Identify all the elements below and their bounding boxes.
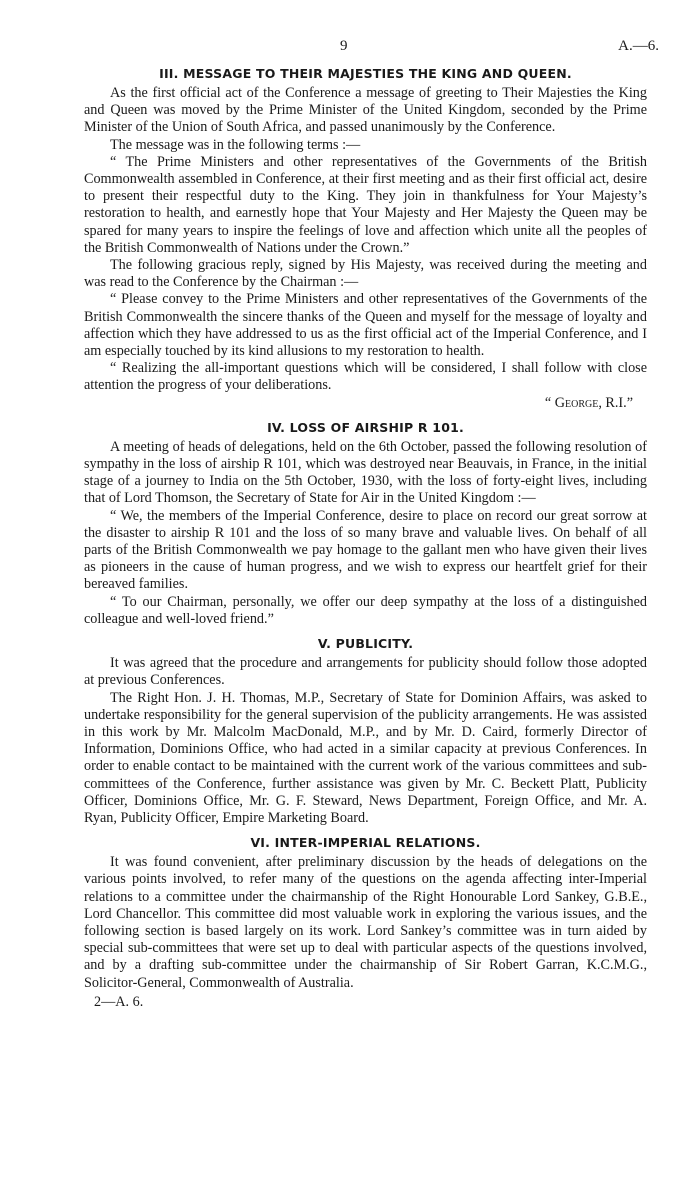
section-publicity [84, 636, 647, 827]
printer-signature-mark: 2—A. 6. [94, 993, 144, 1010]
quoted-resolution: “ We, the members of the Imperial Conference, desire to place on record our great sorrow at the disaster to airship R 101 and the loss of so many brave and valuable lives. On behalf of all parts of the British Commonwealth we pay homage to the gallant men who have given their lives as pioneers in the cause of human progress, and we wish to express our heartfelt grief for their bereaved families. [84, 507, 647, 593]
paragraph: The following gracious reply, signed by His Majesty, was received during the meeting and was read to the Conference by the Chairman :— [84, 257, 647, 291]
quoted-message: “ The Prime Ministers and other representatives of the Governments of the British Commonwealth assembled in Conference, at their first meeting and as their first official act, desire to present their respectful duty to the King. They join in thankfulness for Your Majesty’s restoration to health, and earnestly hope that Your Majesty and Her Majesty the Queen may be spared for many years to inspire the feelings of love and affection which unite all the peoples of the British Commonwealth of Nations under the Crown.” [84, 153, 647, 256]
section-heading: III. MESSAGE TO THEIR MAJESTIES THE KING AND QUEEN. [159, 66, 572, 81]
quoted-reply: “ Please convey to the Prime Ministers and other representatives of the Governments of the British Commonwealth the sincere thanks of the Queen and myself for the message of loyalty and affection which they have addressed to us as the first official act of the Imperial Conference, and I am especially touched by its kind allusions to my restoration to health. [84, 291, 647, 360]
section-heading: V. PUBLICITY. [317, 636, 414, 652]
section-message-to-majesties [84, 66, 647, 412]
section-heading: IV. LOSS OF AIRSHIP R 101. [267, 419, 464, 435]
royal-signature: “ George, R.I.” [544, 394, 633, 411]
section-heading: VI. INTER-IMPERIAL RELATIONS. [250, 835, 481, 851]
quoted-resolution: “ To our Chairman, personally, we offer our deep sympathy at the loss of a distinguished colleague and well-loved friend.” [84, 593, 647, 627]
page-number: 9 [340, 38, 348, 54]
section-loss-of-airship [84, 420, 647, 628]
section-inter-imperial-relations [84, 835, 647, 992]
paragraph: It was found convenient, after preliminary discussion by the heads of delegations on the various points involved, to refer many of the questions on the agenda affecting inter-Imperial relations to a committee under the chairmanship of the Right Honourable Lord Sankey, G.B.E., Lord Chancellor. This committee did most valuable work in exploring the various issues, and the following section is based largely on its work. Lord Sankey’s committee was in turn aided by special sub-committees that were set up to deal with particular aspects of the questions involved, and by a drafting sub-committee under the chairmanship of Sir Robert Garran, K.C.M.G., Solicitor-General, Commonwealth of Australia. [84, 854, 647, 991]
quoted-reply: “ Realizing the all-important questions which will be considered, I shall follow with close attention the progress of your deliberations. [84, 360, 647, 394]
document-page [84, 38, 659, 1011]
paragraph: The Right Hon. J. H. Thomas, M.P., Secretary of State for Dominion Affairs, was asked to undertake responsibility for the general supervision of the publicity arrangements. He was assisted in this work by Mr. Malcolm MacDonald, M.P., and by Mr. D. Caird, formerly Director of Information, Dominions Office, who had acted in a similar capacity at previous Conferences. In order to enable contact to be maintained with the current work of the various committees and sub-committees of the Conference, further assistance was given by Mr. C. Beckett Platt, Publicity Officer, Dominions Office, Mr. G. F. Steward, News Department, Foreign Office, and Mr. A. Ryan, Publicity Officer, Empire Marketing Board. [84, 689, 647, 826]
paper-reference: A.—6. [618, 38, 659, 54]
paragraph: It was agreed that the procedure and arrangements for publicity should follow those adopted at previous Conferences. [84, 655, 647, 689]
paragraph: As the first official act of the Conference a message of greeting to Their Majesties the King and Queen was moved by the Prime Minister of the United Kingdom, seconded by the Prime Minister of the Union of South Africa, and passed unanimously by the Conference. [84, 85, 647, 136]
paragraph: A meeting of heads of delegations, held on the 6th October, passed the following resolution of sympathy in the loss of airship R 101, which was destroyed near Beauvais, in France, in the initial stage of a journey to India on the 5th October, 1930, with the loss of forty-eight lives, including that of Lord Thomson, the Secretary of State for Air in the United Kingdom :— [84, 438, 647, 507]
running-head [84, 38, 659, 58]
paragraph: The message was in the following terms :— [110, 136, 361, 153]
